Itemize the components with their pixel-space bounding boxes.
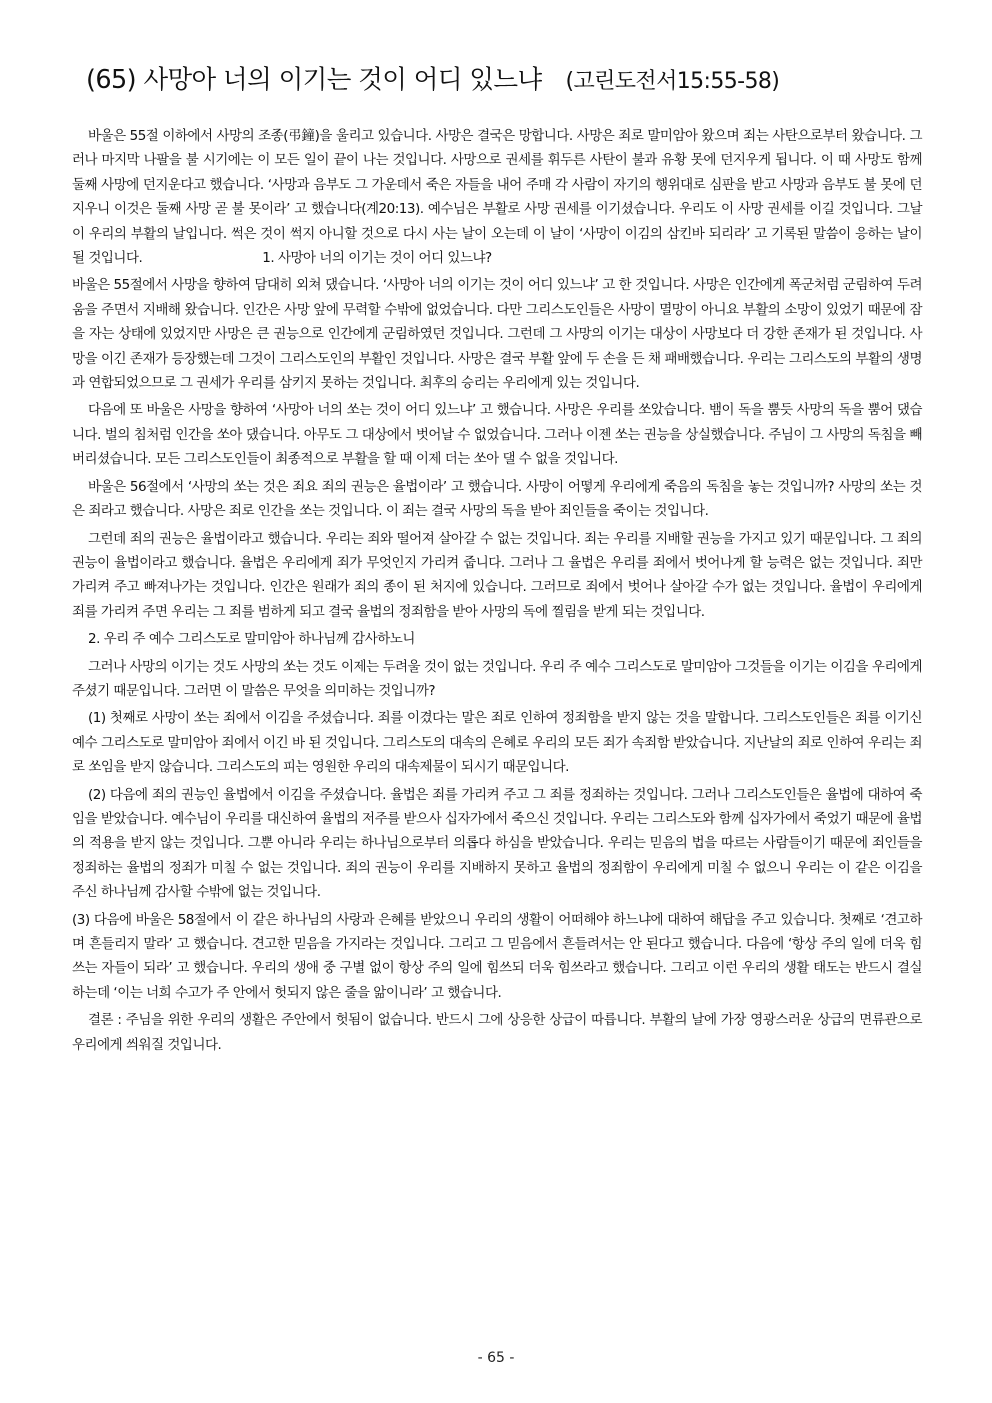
page-number: - 65 - bbox=[477, 1350, 515, 1366]
paragraph: 그런데 죄의 권능은 율법이라고 했습니다. 우리는 죄와 떨어져 살아갈 수 없는 것입니다. 죄는 우리를 지배할 권능을 가지고 있기 때문입니다. 그 죄의 권능이 율법이라고 했습니다. 율법은 우리에게 죄가 무엇인지 가리켜 줍니다. 그러나 그 율법은 우리를 죄에서 벗어나게 할 능력은 없는 것입니다. 죄만 가리켜 주고 빠져나가는 것입니다. 인간은 원래가 죄의 종이 된 처지에 있습니다. 그러므로 죄에서 벗어나 살아갈 수가 없는 것입니다. 율법이 우리에게 죄를 가리켜 주면 우리는 그 죄를 범하게 되고 결국 율법의 정죄함을 받아 사망의 독에 찔림을 받게 되는 것입니다. bbox=[72, 530, 922, 620]
paragraph-point-2: (2) 다음에 죄의 권능인 율법에서 이김을 주셨습니다. 율법은 죄를 가리켜 주고 그 죄를 정죄하는 것입니다. 그러나 그리스도인들은 율법에 대하여 죽임을 받았습니다. 예수님이 우리를 대신하여 율법의 저주를 받으사 십자가에서 죽으신 것입니다. 우리는 그리스도와 함께 십자가에서 죽었기 때문에 율법의 적용을 받지 않는 것입니다. 그뿐 아니라 우리는 하나님으로부터 의롭다 하심을 받았습니다. 우리는 믿음의 법을 따르는 사람들이기 때문에 죄인들을 정죄하는 율법의 정죄가 미칠 수 없는 것입니다. 죄의 권능이 우리를 지배하지 못하고 율법의 정죄함이 우리에게 미칠 수 없으니 우리는 이 같은 이김을 주신 하나님께 감사할 수밖에 없는 것입니다. bbox=[72, 786, 922, 901]
paragraph: 바울은 56절에서 ‘사망의 쏘는 것은 죄요 죄의 권능은 율법이라’ 고 했습니다. 사망이 어떻게 우리에게 죽음의 독침을 놓는 것입니까? 사망의 쏘는 것은 죄라고 했습니다. 사망은 죄로 인간을 쏘는 것입니다. 이 죄는 결국 사망의 독을 받아 죄인들을 죽이는 것입니다. bbox=[72, 478, 922, 520]
title-text: (65) 사망아 너의 이기는 것이 어디 있느냐 bbox=[86, 65, 542, 95]
paragraph-conclusion: 결론 : 주님을 위한 우리의 생활은 주안에서 헛됨이 없습니다. 반드시 그에 상응한 상급이 따릅니다. 부활의 날에 가장 영광스러운 상급의 면류관으로 우리에게 씌워질 것입니다. bbox=[72, 1012, 922, 1053]
paragraph: 그러나 사망의 이기는 것도 사망의 쏘는 것도 이제는 두려울 것이 없는 것입니다. 우리 주 예수 그리스도로 말미암아 그것들을 이기는 이김을 우리에게 주셨기 때문입니다. 그러면 이 말씀은 무엇을 의미하는 것입니까? bbox=[72, 658, 922, 699]
paragraph: 다음에 또 바울은 사망을 향하여 ‘사망아 너의 쏘는 것이 어디 있느냐’ 고 했습니다. 사망은 우리를 쏘았습니다. 뱀이 독을 뿜듯 사망의 독을 뿜어 댔습니다. 벌의 침처럼 인간을 쏘아 댔습니다. 아무도 그 대상에서 벗어날 수 없었습니다. 그러나 이젠 쏘는 권능을 상실했습니다. 주님이 그 사망의 독침을 빼 버리셨습니다. 모든 그리스도인들이 최종적으로 부활을 할 때 이제 더는 쏘아 댈 수 없을 것입니다. bbox=[72, 402, 922, 468]
paragraph-point-3: (3) 다음에 바울은 58절에서 이 같은 하나님의 사랑과 은혜를 받았으니 우리의 생활이 어떠해야 하느냐에 대하여 해답을 주고 있습니다. 첫째로 ‘견고하며 흔들리지 말라’ 고 했습니다. 견고한 믿음을 가지라는 것입니다. 그리고 그 믿음에서 흔들려서는 안 된다고 했습니다. 다음에 ‘항상 주의 일에 더욱 힘쓰는 자들이 되라’ 고 했습니다. 우리의 생애 중 구별 없이 항상 주의 일에 힘쓰되 더욱 힘쓰라고 했습니다. 그리고 이런 우리의 생활 태도는 반드시 결실하는데 ‘이는 너희 수고가 주 안에서 헛되지 않은 줄을 앎이니라’ 고 했습니다. bbox=[72, 911, 922, 1001]
paragraph-intro-text: 바울은 55절 이하에서 사망의 조종(弔鐘)을 울리고 있습니다. 사망은 결국은 망합니다. 사망은 죄로 말미암아 왔으며 죄는 사탄으로부터 왔습니다. 그러나 마지막 나팔을 불 시기에는 이 모든 일이 끝이 나는 것입니다. 사망으로 권세를 휘두른 사탄이 불과 유황 못에 던지우게 됩니다. 이 때 사망도 함께 둘째 사망에 던지운다고 했습니다. ‘사망과 음부도 그 가운데서 죽은 자들을 내어 주매 각 사람이 자기의 행위대로 심판을 받고 사망과 음부도 불 못에 던지우니 이것은 둘째 사망 곧 불 못이라’ 고 했습니다(계20:13). 예수님은 부활로 사망 권세를 이기셨습니다. 우리도 이 사망 권세를 이길 것입니다. 그날이 우리의 부활의 날입니다. 썩은 것이 썩지 아니할 것으로 다시 사는 날이 오는데 이 날이 ‘사망이 이김의 삼킨바 되리라’ 고 기록된 말씀이 응하는 날이 될 것입니다. bbox=[72, 128, 922, 267]
subheading-2: 2. 우리 주 예수 그리스도로 말미암아 하나님께 감사하노니 bbox=[88, 631, 415, 648]
subheading-1: 1. 사망아 너의 이기는 것이 어디 있느냐? bbox=[262, 250, 492, 267]
body-text bbox=[72, 124, 922, 1060]
paragraph-point-1: (1) 첫째로 사망이 쏘는 죄에서 이김을 주셨습니다. 죄를 이겼다는 말은 죄로 인하여 정죄함을 받지 않는 것을 말합니다. 그리스도인들은 죄를 이기신 예수 그리스도로 말미암아 죄에서 이긴 바 된 것입니다. 그리스도의 대속의 은혜로 우리의 모든 죄가 속죄함 받았습니다. 지난날의 죄로 인하여 우리는 죄로 쏘임을 받지 않습니다. 그리스도의 피는 영원한 우리의 대속제물이 되시기 때문입니다. bbox=[72, 710, 922, 776]
scripture-reference: (고린도전서15:55-58) bbox=[565, 69, 780, 94]
page-title bbox=[86, 60, 926, 102]
paragraph: 바울은 55절에서 사망을 향하여 담대히 외쳐 댔습니다. ‘사망아 너의 이기는 것이 어디 있느냐’ 고 한 것입니다. 사망은 인간에게 폭군처럼 군림하여 두려움을 주면서 지배해 왔습니다. 인간은 사망 앞에 무력할 수밖에 없었습니다. 다만 그리스도인들은 사망이 멸망이 아니요 부활의 소망이 있었기 때문에 잠을 자는 상태에 있었지만 사망은 큰 권능으로 인간에게 군림하였던 것입니다. 그런데 그 사망의 이기는 대상이 사망보다 더 강한 존재가 된 것입니다. 사망을 이긴 존재가 등장했는데 그것이 그리스도인의 부활인 것입니다. 사망은 결국 부활 앞에 두 손을 든 채 패배했습니다. 우리는 그리스도의 부활의 생명과 연합되었으므로 그 권세가 우리를 삼키지 못하는 것입니다. 최후의 승리는 우리에게 있는 것입니다. bbox=[72, 277, 922, 392]
paragraph-intro bbox=[72, 124, 922, 270]
